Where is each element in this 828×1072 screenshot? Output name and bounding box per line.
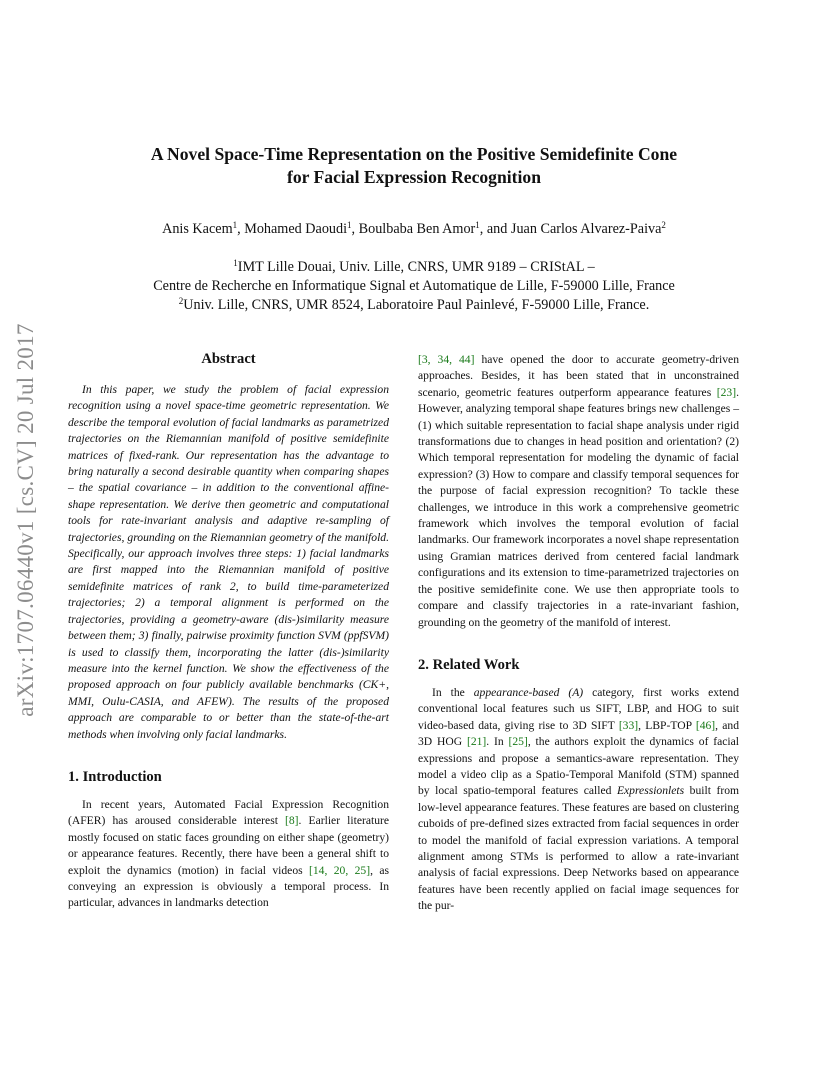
- author-name: Mohamed Daoudi: [244, 221, 348, 237]
- author-name: Anis Kacem: [162, 221, 233, 237]
- author-affil-mark: 1: [232, 220, 238, 230]
- affiliation-text: Univ. Lille, CNRS, UMR 8524, Laboratoire Paul Painlevé, F-59000 Lille, France.: [183, 297, 650, 313]
- affiliation-line-2: Centre de Recherche en Informatique Signal et Automatique de Lille, F-59000 Lille, France: [153, 278, 675, 294]
- paper-title: [90, 143, 738, 189]
- author-list: [60, 220, 768, 238]
- citation-link[interactable]: [25]: [508, 735, 528, 749]
- right-column: [418, 352, 739, 915]
- citation-link[interactable]: [8]: [285, 814, 299, 828]
- emphasis: appearance-based (A): [473, 685, 584, 699]
- left-column: [68, 350, 389, 912]
- affil-mark: 1: [233, 258, 238, 268]
- introduction-paragraph-start: In recent years, Automated Facial Expression Recognition (AFER) has aroused considerable interest [8]. Earlier literature mostly focused on static faces grounding on either shape (geometry) or appearance features. Recently, there have been a general shift to exploit the dynamics (motion) in facial videos [14, 20, 25], as conveying an expression is obviously a temporal process. In particular, advances in landmarks detection: [68, 797, 389, 910]
- related-work-heading: 2. Related Work: [418, 656, 520, 673]
- affil-mark: 2: [178, 296, 184, 306]
- citation-link[interactable]: [23]: [716, 385, 737, 399]
- introduction-paragraph-continued: [3, 34, 44] have opened the door to accurate geometry-driven approaches. Besides, it has been stated that in unconstrained scenario, geometric features outperform appearance features [23]. However, analyzing temporal shape features brings new challenges – (1) which suitable representation to facial shape analysis under rigid transformations due to changes in head position and orientation? (2) Which temporal representation for modeling the dynamic of facial expression? (3) How to compare and classify temporal sequences for the purpose of facial expression recognition? To tackle these challenges, we introduce in this work a comprehensive geometric framework which involves the temporal evolution of facial landmarks. Our framework incorporates a novel shape representation using Gramian matrices derived from centered facial landmark configurations and its extension to time-parametrized trajectories on the positive semidefinite cone. We use then appropriate tools to compare and classify trajectories in a rate-invariant fashion, grounding on the geometry of the manifold of interest.: [418, 353, 739, 629]
- affiliations: [60, 258, 768, 315]
- author-affil-mark: 1: [347, 220, 352, 230]
- citation-link[interactable]: [3, 34, 44]: [418, 353, 475, 366]
- related-work-paragraph: In the appearance-based (A) category, first works extend conventional local features such us SIFT, LBP, and HOG to suit video-based data, giving rise to 3D SIFT [33], LBP-TOP [46], and 3D HOG [21]. In [25], the authors exploit the dynamics of facial expressions and propose a semantics-aware representation. They model a video clip as a Spatio-Temporal Manifold (STM) spanned by local spatio-temporal features called Expressionlets built from low-level appearance features. These features are based on clustering cuboids of pre-defined sizes extracted from facial sequences in order to model the manifold of facial expression variations. A temporal alignment among STMs is performed to allow a rate-invariant analysis of facial expressions. Deep Networks based on appearance features have been recently applied on facial image sequences for the pur-: [418, 685, 740, 913]
- title-line-2: for Facial Expression Recognition: [287, 167, 541, 187]
- citation-link[interactable]: [14, 20, 25]: [309, 863, 371, 877]
- author-affil-mark: 2: [661, 220, 666, 230]
- title-line-1: A Novel Space-Time Representation on the Positive Semidefinite Cone: [150, 144, 678, 164]
- author-affil-mark: 1: [475, 220, 480, 230]
- abstract-heading: Abstract: [201, 351, 256, 367]
- citation-link[interactable]: [46]: [695, 718, 716, 732]
- author-separator: ,: [237, 221, 245, 237]
- citation-link[interactable]: [21]: [466, 735, 487, 749]
- emphasis: Expressionlets: [616, 784, 685, 798]
- author-separator: ,: [351, 221, 359, 237]
- author-separator: , and: [479, 221, 511, 237]
- citation-link[interactable]: [33]: [618, 718, 639, 732]
- abstract-text: In this paper, we study the problem of facial expression recognition using a novel space-time geometric representation. We describe the temporal evolution of facial landmarks as parametrized trajectories on the Riemannian manifold of positive semidefinite matrices of fixed-rank. Our representation has the advantage to bring naturally a second desirable quantity when comparing shapes – the spatial covariance – in addition to the conventional affine-shape representation. We derive then geometric and computational tools for rate-invariant analysis and adaptive re-sampling of trajectories, grounding on the Riemannian geometry of the manifold. Specifically, our approach involves three steps: 1) facial landmarks are first mapped into the Riemannian manifold of positive semidefinite matrices of rank 2, to build time-parameterized trajectories; 2) a temporal alignment is performed on the trajectories, providing a geometry-aware (dis-)similarity measure between them; 3) finally, pairwise proximity function SVM (ppfSVM) is used to classify them, incorporating the latter (dis-)similarity measure into the kernel function. We show the effectiveness of the proposed approach on four publicly available benchmarks (CK+, MMI, Oulu-CASIA, and AFEW). The results of the proposed approach are comparable to or better than the state-of-the-art methods when involving only facial landmarks.: [68, 383, 389, 741]
- affiliation-line-3: [60, 296, 768, 315]
- affiliation-line-1: [60, 258, 768, 277]
- author-name: Juan Carlos Alvarez-Paiva: [510, 221, 662, 237]
- introduction-heading: 1. Introduction: [68, 768, 162, 785]
- arxiv-stamp-text: arXiv:1707.06440v1 [cs.CV] 20 Jul 2017: [13, 323, 38, 717]
- author-name: Boulbaba Ben Amor: [358, 221, 476, 237]
- affiliation-text: IMT Lille Douai, Univ. Lille, CNRS, UMR 9189 – CRIStAL –: [237, 259, 595, 275]
